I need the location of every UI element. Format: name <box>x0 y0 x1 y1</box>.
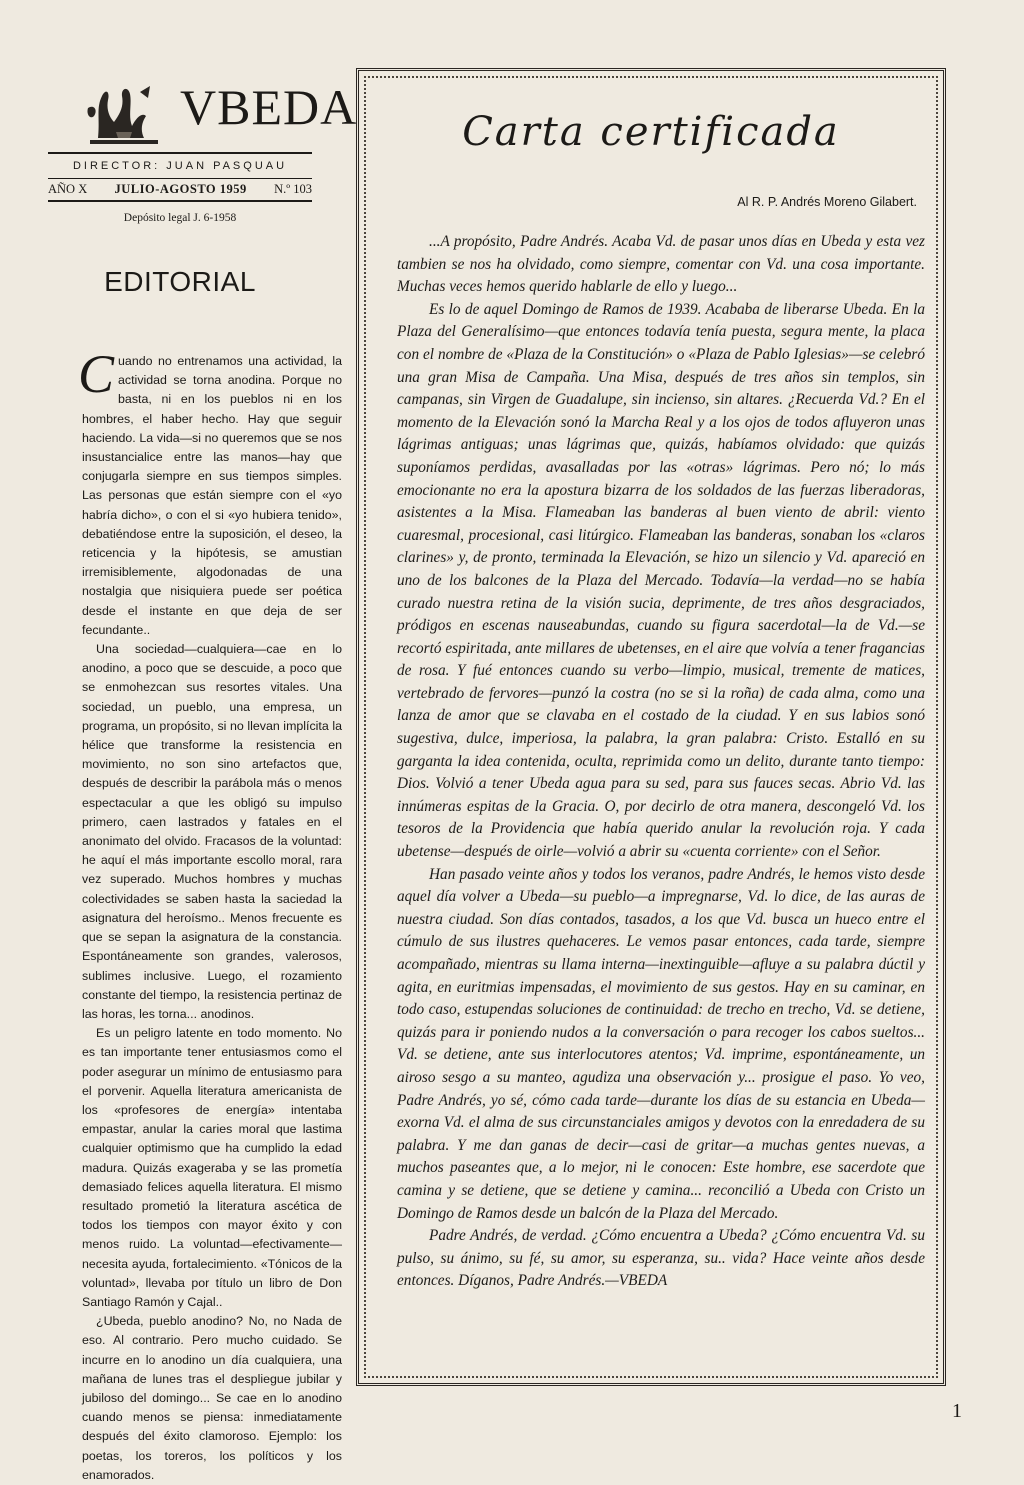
letter-paragraph: Han pasado veinte años y todos los veranos, padre Andrés, le hemos visto desde aquel día volver a Ubeda—su pueblo—a impregnarse, Vd. lo dice, de las auras de nuestra ciudad. Son días contados, tasados, a los que Vd. busca un hueco entre el cúmulo de sus ilustres quehaceres. Le vemos pasar entonces, cada tarde, siempre acompañado, mientras su llama interna—inextinguible—afluye a su palabra dúctil y agita, en euritmias impensadas, el movimiento de sus gestos. Hay en su caminar, en todo caso, estupendas soluciones de continuidad: de trecho en trecho, Vd. se detiene, quizás para ir poniendo nudos a la conversación o para recoger los cabos sueltos... Vd. se detiene, ante sus interlocutores atentos; Vd. imprime, espontáneamente, un airoso sesgo a su manteo, agudiza una observación y... prosigue el paso. Yo veo, Padre Andrés, yo sé, cómo cada tarde—durante los días de su estancia en Ubeda—exorna Vd. el alma de sus circunstanciales amigos y devotos con la enredadera de su palabra. Y me dan ganas de decir—casi de gritar—a muchas gentes nuevas, a muchos paseantes que, a lo mejor, ni le conocen: Este hombre, ese sacerdote que camina y se detiene, que se detiene y camina... reconcilió a Ubeda con Cristo un Domingo de Ramos desde un balcón de la Plaza del Mercado. <box>397 865 925 1222</box>
issue-date: JULIO-AGOSTO 1959 <box>114 182 247 196</box>
letter-paragraph: Padre Andrés, de verdad. ¿Cómo encuentra a Ubeda? ¿Cómo encuentra Vd. su pulso, su ánimo, su fé, su amor, su esperanza, su.. vida? Hace veinte años desde entonces. Díganos, Padre Andrés.—VBEDA <box>397 1227 925 1290</box>
editorial-paragraph: Una sociedad—cualquiera—cae en lo anodino, a poco que se descuide, a poco que se enmohezcan sus resortes vitales. Una sociedad, un pueblo, una empresa, un programa, un propósito, si no llevan implícita la hélice que transforme la resistencia en movimiento, no son sino artefactos que, después de describir la parábola más o menos espectacular a que les obligó su impulso primero, caen lastrados y fatales en el anonimato del olvido. Fracasos de la voluntad: he aquí el más importante escollo moral, rara vez superado. Muchos hombres y muchas colectividades se saben hasta la saciedad la asignatura del heroísmo.. Menos frecuente es que se sepan la asignatura de la constancia. Espontáneamente son grandes, valerosos, sublimes inclusive. Luego, el rozamiento constante del tiempo, la resistencia pertinaz de las horas, les torna... anodinos. <box>82 642 342 1021</box>
letter-frame <box>356 68 946 1386</box>
editorial-body <box>78 344 342 1485</box>
masthead-rule <box>48 200 312 202</box>
heraldic-emblem-icon <box>80 78 168 148</box>
letter-body <box>397 231 925 1293</box>
letter-paragraph: Es lo de aquel Domingo de Ramos de 1939. Acababa de liberarse Ubeda. En la Plaza del Generalísimo—que entonces todavía tenía puesta, segura mente, la placa con el nombre de «Plaza de la Constitución» o «Plaza de Pablo Iglesias»—se celebró una gran Misa de Campaña. Una Misa, después de tres años sin templos, sin campanas, sin Virgen de Guadalupe, sin incienso, sin altares. ¿Recuerda Vd.? En el momento de la Elevación sonó la Marcha Real y a los ojos de todos afluyeron unas lágrimas antiguas; unas lágrimas que, quizás, habíamos olvidado: que quizás suponíamos perdidas, avasalladas por las «otras» lágrimas. Pero nó; lo más emocionante no era la apostura bizarra de los soldados de las fuerzas liberadoras, asistentes a la Misa. Flameaban las banderas al buen viento de abril: viento cuaresmal, procesional, casi litúrgico. Flameaban las banderas, sonaban los «claros clarines» y, de pronto, terminada la Elevación, se hizo un silencio y Vd. apareció en uno de los balcones de la Plaza del Mercado. Todavía—la verdad—no se había curado nuestra retina de la visión sucia, deprimente, de tres años desgraciados, pródigos en escenas nauseabundas, cuando su figura sacerdotal—la de Vd.—se recortó espiritada, ante millares de ubetenses, en el aire que volvía a tener fragancias de rosa. Y fué entonces cuando su verbo—limpio, musical, tremente de matices, vertebrado de fervores—punzó la costra (no se si la roña) de cada alma, como una lanza de amor que se clavaba en el costado de la ciudad. Y en sus labios sonó sugestiva, dulce, imperiosa, la palabra, la gran palabra: Cristo. Estalló en su garganta la idea contenida, oculta, reprimida como un delito, durante tanto tiempo: Dios. Volvió a tener Ubeda agua para su sed, para sus fauces secas. Abrio Vd. las innúmeras espitas de la Gracia. O, por decirlo de otra manera, descongeló Vd. los tesoros de la Providencia que había querido anular la revolución roja. Y cada ubetense—después de oirle—volvió a abrir su «cuenta corriente» con el Señor. <box>397 300 925 861</box>
masthead <box>48 78 358 154</box>
legal-deposit: Depósito legal J. 6-1958 <box>123 212 237 224</box>
editorial-title: EDITORIAL <box>104 266 256 297</box>
issue-year: AÑO X <box>48 182 88 196</box>
editorial-paragraph: ¿Ubeda, pueblo anodino? No, no Nada de eso. Al contrario. Pero mucho cuidado. Se incurre en lo anodino un día cualquiera, una mañana de lunes tras el despliegue jubilar y jubiloso del domingo... Se cae en lo anodino cuando menos se piensa: inmediatamente después del éxito clamoroso. Ejemplo: los poetas, los toreros, los políticos y los enamorados. <box>82 1314 342 1482</box>
issue-line <box>48 182 312 197</box>
director-line: DIRECTOR: JUAN PASQUAU <box>72 160 288 172</box>
editorial-paragraph <box>78 344 342 640</box>
editorial-first-text: uando no entrenamos una actividad, la actividad se torna anodina. Porque no basta, ni en los pueblos ni en los hombres, el haber hecho. Hay que seguir haciendo. La vida—si no queremos que se nos insustancialice entre las manos—hay que conjugarla siempre en sus tiempos simples. Las personas que están siempre con el «yo habría dicho», o con el si «yo hubiera tenido», debatiéndose entre la suposición, el deseo, la reticencia y la hipótesis, se amustian irremisiblemente, algodonadas de una nostalgia que nisiquiera puede ser poética desde el instante en que deja de ser fecundante.. <box>82 354 342 637</box>
letter-dedication: Al R. P. Andrés Moreno Gilabert. <box>737 195 917 209</box>
letter-title: Carta certificada <box>462 109 840 155</box>
letter-paragraph: ...A propósito, Padre Andrés. Acaba Vd. de pasar unos días en Ubeda y esta vez tambien se nos ha olvidado, como siempre, comentar con Vd. una cosa importante. Muchas veces hemos querido hablarle de ello y luego... <box>397 233 925 296</box>
page-number: 1 <box>952 1400 962 1422</box>
editorial-paragraph: Es un peligro latente en todo momento. No es tan importante tener entusiasmos como el poder asegurar un mínimo de entusiasmo para el porvenir. Aquella literatura americanista de los «profesores de energía» intentaba empastar, anular la caries moral que lastima cualquier optimismo que ha cumplido la edad madura. Quizás exageraba y se las prometía demasiado felices aquella literatura. El mismo resultado prometió la literatura ascética de todos los tiempos con mayor éxito y con menos ruido. La voluntad—efectivamente—necesita ayuda, fortalecimiento. «Tónicos de la voluntad», llevaba por título un libro de Don Santiago Ramón y Cajal.. <box>82 1026 342 1309</box>
drop-cap: C <box>78 344 115 404</box>
issue-number: N.º 103 <box>274 182 312 196</box>
logo-wordmark: VBEDA <box>180 79 358 135</box>
masthead-rule <box>48 178 312 179</box>
masthead-rule <box>48 152 312 154</box>
